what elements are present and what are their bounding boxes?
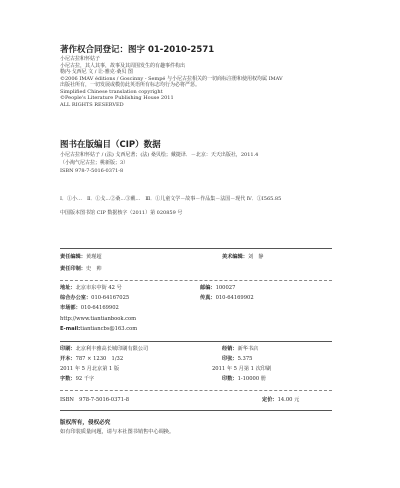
- print-supervisor-value: 史 帅: [85, 266, 102, 272]
- cip-classification: Ⅰ．①小… Ⅱ．①戈…②桑…③戴… Ⅲ．①儿童文学－故事－作品集－法国－现代 Ⅳ．①I565.85: [60, 196, 282, 202]
- rights-notice-text: 如有印装质量问题，请与本社图书销售中心调换。: [60, 429, 175, 435]
- distributor-label: 经销：: [222, 346, 238, 352]
- print-supervisor-field: [60, 265, 102, 272]
- printer-field: [60, 345, 148, 352]
- market-phone-label: 市场部：: [60, 305, 81, 311]
- email-value[interactable]: tiantiancbs@163.com: [80, 326, 138, 332]
- sheets-field: [222, 355, 252, 362]
- format-value: 787 × 1230 1/32: [75, 356, 124, 362]
- price-field: [262, 396, 299, 403]
- divider: [60, 248, 332, 249]
- copyright-line: 勒内·戈西尼 文 / 让-雅克·桑贝 图: [60, 69, 133, 75]
- fax-field: [200, 294, 254, 301]
- divider: [60, 390, 332, 391]
- cip-isbn: ISBN 978-7-5016-0371-8: [60, 168, 124, 174]
- copyright-heading: 著作权合同登记：图字 01-2010-2571: [60, 45, 215, 55]
- fax-label: 传真：: [200, 295, 216, 301]
- office-phone-field: [60, 294, 129, 301]
- cip-line: （小淘气尼古拉；桃新版；3）: [60, 160, 129, 166]
- copies-value: 1-10000 册: [237, 376, 266, 382]
- distributor-value: 新华书店: [237, 346, 259, 352]
- copyright-line: 小尼古拉，其人其事，故事及其周围发生的有趣事件构出: [60, 62, 186, 69]
- office-phone-label: 综合办公室：: [60, 295, 92, 301]
- postcode-value: 100027: [215, 285, 236, 291]
- divider: [60, 280, 332, 281]
- divider: [60, 341, 332, 342]
- distributor-field: [222, 345, 258, 352]
- address-value: 北京市东中街 42 号: [75, 285, 122, 291]
- price-value: 14.00 元: [277, 397, 300, 403]
- words-field: [60, 375, 94, 382]
- art-editor-label: 美术编辑：: [222, 254, 248, 260]
- words-value: 92 千字: [75, 376, 95, 382]
- copyright-line: ALL RIGHTS RESERVED: [60, 101, 124, 108]
- price-label: 定价：: [262, 397, 278, 403]
- copyright-line: 出版社所有，一切发展或模仿此英语所有标志均行为必将严惩。: [60, 82, 201, 88]
- market-phone-field: [60, 304, 119, 311]
- cip-line: 小尼古拉和怀姑子 / (法) 戈西尼著；(法) 桑贝绘；戴捷译．－北京：天天出版社，2011.4: [60, 152, 259, 158]
- cip-number: 中国版本图书馆 CIP 数据核字（2011）第 020859 号: [60, 210, 183, 216]
- printer-value: 北京利丰雅高长城印刷有限公司: [75, 346, 149, 352]
- sheets-value: 5.375: [237, 356, 253, 362]
- copyright-line: ©2006 IMAV éditions / Goscinny - Sempé 与小尼古拉相关的一切商标注册和使用权均属 IMAV: [60, 75, 283, 82]
- market-phone-value: 010-64169902: [80, 305, 119, 311]
- address-label: 地址：: [60, 285, 76, 291]
- sheets-label: 印张：: [222, 356, 238, 362]
- editor-field: [60, 253, 102, 260]
- print-supervisor-label: 责任印制：: [60, 266, 86, 272]
- divider: [60, 410, 332, 411]
- impression-value: 2011 年 5 月第 1 次印刷: [212, 366, 272, 372]
- cip-heading: 图书在版编目（CIP）数据: [60, 140, 161, 150]
- art-editor-value: 刘 静: [247, 254, 264, 260]
- edition-value: 2011 年 5 月北京第 1 版: [60, 366, 120, 372]
- format-label: 开本：: [60, 356, 76, 362]
- words-label: 字数：: [60, 376, 76, 382]
- isbn: ISBN 978-7-5016-0371-8: [60, 397, 130, 403]
- printer-label: 印刷：: [60, 346, 76, 352]
- rights-notice-title: 版权所有，侵权必究: [60, 420, 111, 426]
- copies-field: [222, 375, 266, 382]
- postcode-field: [200, 284, 235, 291]
- format-field: [60, 355, 123, 362]
- fax-value: 010-64169902: [215, 295, 254, 301]
- website[interactable]: http://www.tiantianbook.com: [60, 316, 137, 322]
- art-editor-field: [222, 253, 264, 260]
- copyright-line: Simplified Chinese translation copyright: [60, 88, 163, 95]
- copyright-line: ©People's Literature Publishing House 2011: [60, 95, 174, 101]
- copies-label: 印数：: [222, 376, 238, 382]
- copyright-line: 小尼古拉和怀姑子: [60, 56, 101, 62]
- editor-value: 黄瑾超: [85, 254, 102, 260]
- postcode-label: 邮编：: [200, 285, 216, 291]
- office-phone-value: 010-64167025: [91, 295, 130, 301]
- address-field: [60, 284, 122, 291]
- email-label: E-mail:: [60, 326, 81, 332]
- email-field: [60, 326, 137, 332]
- editor-label: 责任编辑：: [60, 254, 86, 260]
